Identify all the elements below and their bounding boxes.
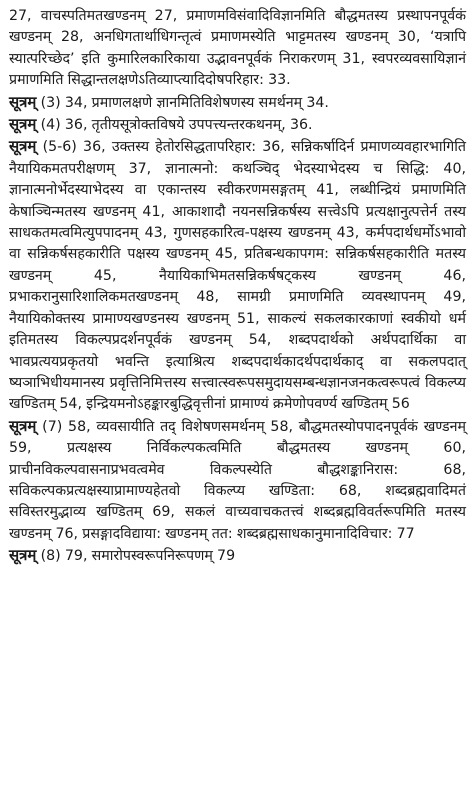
index-entry-sutra-4 bbox=[9, 114, 466, 136]
sutra-label: सूत्रम् bbox=[9, 137, 37, 156]
sutra-label: सूत्रम् bbox=[9, 416, 37, 435]
entry-text: (5-6) 36, उक्तस्य हेतोरसिद्धतापरिहार: 36, सन्निकर्षादिर्न प्रमाणव्यवहारभागिति नैयायिकमतपरीक्षणम् 37, ज्ञानात्मनो: कथञ्चिद् भेदस्याभेदस्य च सिद्धि: 40, ज्ञानात्मनोर्भेदस्याभेदस्य वा एकान्तस्य स्वीकरणमसङ्गतम् 41, लब्धीन्द्रियं प्रमाणमिति केषाञ्चिन्मतस्य खण्डनम् 41, आकाशादौ नयनसन्निकर्षस्य सत्त्वेऽपि प्रत्यक्षानुत्पत्तेर्न तस्य साधकतमत्वमित्युपपादनम् 43, गुणसहकारित्व-पक्षस्य खण्डनम् 43, कर्मपदार्थधर्मोऽभावो वा सन्निकर्षसहकारीति पक्षस्य खण्डनम् 45, प्रतिबन्धकापगम: सन्निकर्षसहकारीति मतस्य खण्डनम् 45, नैयायिकाभिमतसन्निकर्षषट्कस्य खण्डनम् 46, प्रभाकरानुसारिशालिकमतखण्डनम् 48, सामग्री प्रमाणमिति व्यवस्थापनम् 49, नैयायिकोक्तस्य प्रामाण्यखण्डनस्य खण्डनम् 51, साकल्यं सकलकारकाणां स्वकीयो धर्म इतिमतस्य विकल्पप्रदर्शनपूर्वकं खण्डनम् 54, शब्दपदार्थको अर्थपदार्थिका वा भावप्रत्ययप्रकृतयो भवन्ति इत्याश्रित्य शब्दपदार्थकादर्थपदार्थकाद् वा सकलपदात् ष्यञाभिधीयमानस्य प्रवृत्तिनिमित्तस्य सत्त्वात्स्वरूपसमुदायसम्बन्धज्ञानजनकत्वरूपत्वं विकल्प्य खण्डितम् 54, इन्द्रियमनोऽहङ्कारबुद्धिवृत्तीनां प्रामाण्यं क्रमेणोपवर्ण्य खण्डितम् 56 bbox=[9, 139, 466, 413]
sutra-label: सूत्रम् bbox=[9, 92, 37, 111]
index-entry-sutra-8 bbox=[9, 545, 466, 567]
entry-text: 27, वाचस्पतिमतखण्डनम् 27, प्रमाणमविसंवादिविज्ञानमिति बौद्धमतस्य प्रस्थापनपूर्वकं खण्डनम् 28, अनधिगतार्थाधिगन्तृत्वं प्रमाणमस्येति भाट्टमतस्य खण्डनम् 30, ‘यत्रापि स्यात्परिच्छेद’ इति कुमारिलकारिकाया उद्भावनपूर्वकं निराकरणम् 31, स्वपरव्यवसायिज्ञानं प्रमाणमिति सिद्धान्तलक्षणेऽतिव्याप्त्यादिदोषपरिहार: 33. bbox=[9, 8, 466, 89]
index-entry-sutra-3 bbox=[9, 92, 466, 114]
sutra-label: सूत्रम् bbox=[9, 546, 37, 565]
entry-text: (8) 79, समारोपस्वरूपनिरूपणम् 79 bbox=[36, 548, 236, 565]
entry-text: (7) 58, व्यवसायीति तद् विशेषणसमर्थनम् 58, बौद्धमतस्योपपादनपूर्वकं खण्डनम् 59, प्रत्यक्षस्य निर्विकल्पकत्वमिति बौद्धमतस्य खण्डनम् 60, प्राचीनविकल्पवासनाप्रभवत्वमेव विकल्पस्येति बौद्धशङ्कानिरास: 68, सविकल्पकप्रत्यक्षस्याप्रामाण्यहेतवो विकल्प्य खण्डिता: 68, शब्दब्रह्मवादिमतं सविस्तरमुद्भाव्य खण्डितम् 69, सकलं वाच्यवाचकतत्त्वं शब्दब्रह्मविवर्तरूपमिति मतस्य खण्डनम् 76, प्रसङ्गादविद्याया: खण्डनम् तत: शब्दब्रह्मसाधकानुमानादिविचार: 77 bbox=[9, 418, 466, 542]
index-entry-sutra-5-6 bbox=[9, 136, 466, 415]
entry-text: (4) 36, तृतीयसूत्रोक्तविषये उपपत्त्यन्तरकथनम्, 36. bbox=[36, 117, 313, 134]
entry-text: (3) 34, प्रमाणलक्षणे ज्ञानमितिविशेषणस्य समर्थनम् 34. bbox=[36, 94, 329, 111]
index-entry-continued bbox=[9, 6, 466, 92]
sutra-label: सूत्रम् bbox=[9, 115, 37, 134]
index-entry-sutra-7 bbox=[9, 416, 466, 545]
